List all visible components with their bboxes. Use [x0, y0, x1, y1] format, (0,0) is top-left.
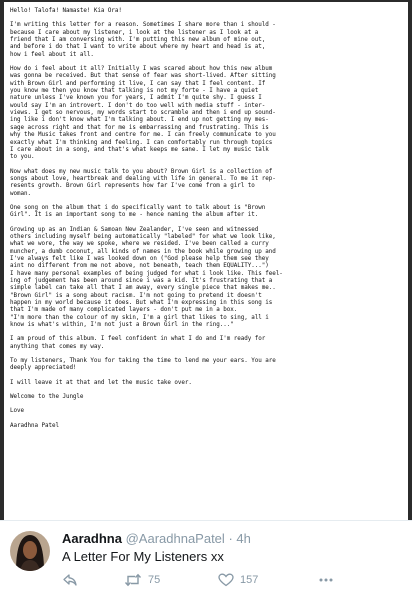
letter-paragraph: One song on the album that i do specifically want to talk about is "Brown Girl". It is an important song to me - hence naming the album after it.	[10, 204, 266, 219]
letter-paragraph: Welcome to the Jungle	[10, 394, 84, 401]
letter-paragraph: I'm writing this letter for a reason. Sometimes I share more than i should - because I care about my listener, i look at the listener as I look at a friend that I am conversing with. I'm putting this new album of mine out, and before i do that I want to write about where my heart and head is at, how i feel about it all.	[10, 22, 276, 58]
like-count: 157	[240, 574, 259, 586]
tweet-card[interactable]	[0, 520, 412, 601]
letter-paragraph: How do i feel about it all? Initially I was scared about how this new album was gonna be received. But that sense of fear was short-lived. After sitting with Brown Girl and performing it live, I can say that I feel content. If you know me then you know that talking is not my forte - I have a quiet nature unless I've known you for years, I admit I'm quite shy. I guess I would say I'm an introvert. I don't do too well with media stuff - inter- views. I get so nervous, my words start to scramble and then i end up sound- ing like i don't know what I'm talking about. I end up not getting my mes- sage across right and that for me is embarrassing and frustrating. This is why the Music takes front and centre for me. I can freely communicate to you exactly what I'm thinking and feeling. I can comfortably run through topics I care about in a song, and that's what keeps me sane. I let my music talk to you.	[10, 66, 276, 161]
retweet-button[interactable]	[124, 573, 160, 587]
letter-paragraph: Hello! Talofa! Namaste! Kia Ora!	[10, 8, 122, 14]
avatar-photo-icon	[10, 531, 50, 571]
letter-paragraph: Now what does my new music talk to you about? Brown Girl is a collection of songs about love, heartbreak and dealing with life in general. To me it rep- resents growth. Brown Girl represents how far I've come from a girl to woman.	[10, 168, 276, 197]
tweet-text: A Letter For My Listeners xx	[62, 549, 224, 564]
tweet-actions	[62, 573, 402, 589]
letter-paragraph: Love	[10, 408, 24, 415]
avatar[interactable]	[10, 531, 50, 571]
reply-button[interactable]	[62, 573, 78, 587]
letter-page	[4, 2, 408, 520]
user-handle[interactable]: @AaradhnaPatel	[125, 531, 225, 546]
separator-dot: ·	[228, 531, 233, 546]
tweet-header	[62, 531, 251, 546]
display-name[interactable]: Aaradhna	[62, 531, 122, 546]
retweet-icon	[124, 573, 142, 587]
letter-paragraph: To my listeners, Thank You for taking the time to lend me your ears. You are deeply appreciated!	[10, 358, 276, 372]
letter-paragraph: Growing up as an Indian & Samoan New Zealander, I've seen and witnessed others including myself being automatically "labeled" for what we look like, what we wore, the way we spoke, where we resided. I've been called a curry muncher, a dumb coconut, all kinds of names in the book while growing up and I've always felt like I was looked down on ("God please help them see they aint no different from me not above, not beneath, teach them EQUALITY...") I have many personal examples of being judged for what i look like. This feel- ing of judgement has been around since i was a kid. It's frustrating that a simple label can take all that I am away, every single piece that makes me.. "Brown Girl" is a song about racism. I'm not going to pretend it doesn't happen in my world because it does. But what I'm expressing in this song is that I'm made of many complicated layers - don't put me in a box. "I'm more than the colour of my skin, I'm a girl that likes to sing, all i know is what's within, I'm not just a Brown Girl in the ring..."	[10, 226, 283, 329]
letter-signature: Aaradhna Patel	[10, 422, 59, 429]
reply-icon	[62, 573, 78, 587]
retweet-count: 75	[148, 574, 161, 586]
letter-paragraph: I will leave it at that and let the music take over.	[10, 379, 192, 386]
letter-paragraph: I am proud of this album. I feel confident in what I do and I'm ready for anything that comes my way.	[10, 336, 266, 350]
more-options-icon	[318, 573, 334, 587]
heart-icon	[218, 573, 234, 587]
tweet-timestamp[interactable]: 4h	[236, 531, 251, 546]
like-button[interactable]	[218, 573, 258, 587]
more-button[interactable]	[318, 573, 334, 587]
